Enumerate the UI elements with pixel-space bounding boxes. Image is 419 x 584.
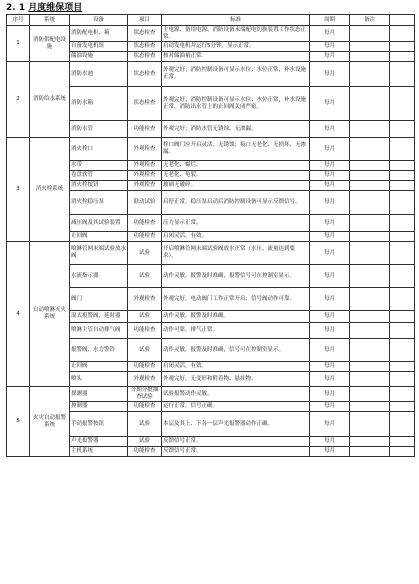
header-no: 序号 bbox=[7, 15, 30, 26]
header-extra bbox=[390, 15, 415, 26]
item-cell: 功能检查 bbox=[128, 402, 162, 412]
device-cell: 主机系统 bbox=[70, 447, 128, 457]
table-row bbox=[7, 62, 415, 87]
remark-cell bbox=[350, 372, 390, 387]
item-cell: 试验 bbox=[128, 311, 162, 323]
item-cell: 分期分批抽查试验 bbox=[128, 387, 162, 402]
cycle-cell: 每月 bbox=[310, 402, 350, 412]
remark-cell bbox=[350, 402, 390, 412]
item-cell: 试验 bbox=[128, 265, 162, 288]
table-row bbox=[7, 138, 415, 161]
table-row bbox=[7, 242, 415, 265]
extra-cell bbox=[390, 215, 415, 232]
cycle-cell: 每月 bbox=[310, 138, 350, 161]
standard-cell: 压力显示正常。 bbox=[162, 215, 310, 232]
device-cell: 卷盘软管 bbox=[70, 171, 128, 181]
item-cell: 外观检查 bbox=[128, 181, 162, 191]
item-cell: 联动试验 bbox=[128, 191, 162, 215]
standard-cell: 开启喷淋管网末端试验阀放水正常（水压、流量达到要求）。 bbox=[162, 242, 310, 265]
remark-cell bbox=[350, 339, 390, 362]
remark-cell bbox=[350, 447, 390, 457]
extra-cell bbox=[390, 87, 415, 121]
cycle-cell: 每月 bbox=[310, 215, 350, 232]
cycle-cell: 每月 bbox=[310, 323, 350, 339]
cycle-cell: 每月 bbox=[310, 121, 350, 138]
extra-cell bbox=[390, 412, 415, 437]
standard-cell: 栓口阀门应开启灵活、无锈蚀；接口无老化、无损坏、无渗漏。 bbox=[162, 138, 310, 161]
item-cell: 外观检查 bbox=[128, 288, 162, 311]
device-cell: 水流指示器 bbox=[70, 265, 128, 288]
extra-cell bbox=[390, 288, 415, 311]
extra-cell bbox=[390, 311, 415, 323]
cycle-cell: 每月 bbox=[310, 232, 350, 242]
table-body bbox=[7, 26, 415, 457]
item-cell: 状态检查 bbox=[128, 87, 162, 121]
remark-cell bbox=[350, 181, 390, 191]
section-title: 月度维保项目 bbox=[28, 3, 83, 13]
standard-cell: 外观完好，无变形和附着物、悬挂物。 bbox=[162, 372, 310, 387]
maintenance-table bbox=[6, 14, 415, 457]
standard-cell: 外观完好；消防控制设备可显示水位；水位正常，补水设施正常，消防出水管上的止回阀关闭严密。 bbox=[162, 87, 310, 121]
standard-cell: 核对储油量正常。 bbox=[162, 52, 310, 62]
device-cell: 手动报警按钮 bbox=[70, 412, 128, 437]
cycle-cell: 每月 bbox=[310, 191, 350, 215]
group-number: 2 bbox=[7, 62, 30, 138]
extra-cell bbox=[390, 171, 415, 181]
standard-cell: 无老化、霉烂。 bbox=[162, 161, 310, 171]
cycle-cell: 每月 bbox=[310, 447, 350, 457]
extra-cell bbox=[390, 323, 415, 339]
cycle-cell: 每月 bbox=[310, 26, 350, 42]
standard-cell: 动作灵敏，报警及时准确，信号可在控制室显示。 bbox=[162, 339, 310, 362]
remark-cell bbox=[350, 412, 390, 437]
device-cell: 消防配电柜、箱 bbox=[70, 26, 128, 42]
standard-cell: 动作灵敏，报警及时准确，报警信号可在控制室显示。 bbox=[162, 265, 310, 288]
standard-cell: 外观完好，电动阀门工作正常开启；信号阀动作可靠。 bbox=[162, 288, 310, 311]
standard-cell: 外观完好；消防水管无锈蚀、无渗漏。 bbox=[162, 121, 310, 138]
cycle-cell: 每月 bbox=[310, 181, 350, 191]
device-cell: 探测器 bbox=[70, 387, 128, 402]
device-cell: 消防水管 bbox=[70, 121, 128, 138]
header-standard: 标准 bbox=[162, 15, 310, 26]
remark-cell bbox=[350, 323, 390, 339]
remark-cell bbox=[350, 138, 390, 161]
standard-cell: 动作可靠，排气正常。 bbox=[162, 323, 310, 339]
table-header bbox=[7, 15, 415, 26]
cycle-cell: 每月 bbox=[310, 265, 350, 288]
standard-cell: 启闭灵活，有效。 bbox=[162, 232, 310, 242]
cycle-cell: 每月 bbox=[310, 42, 350, 52]
cycle-cell: 每月 bbox=[310, 171, 350, 181]
standard-cell: 外观完好；消防控制设备可显示水位；水位正常，补水设施正常。 bbox=[162, 62, 310, 87]
remark-cell bbox=[350, 288, 390, 311]
remark-cell bbox=[350, 242, 390, 265]
item-cell: 功能检查 bbox=[128, 323, 162, 339]
device-cell: 阀门 bbox=[70, 288, 128, 311]
device-cell: 喷头 bbox=[70, 372, 128, 387]
item-cell: 功能检查 bbox=[128, 121, 162, 138]
device-cell: 自备发电机组 bbox=[70, 42, 128, 52]
standard-cell: 本层及其上、下各一层声光报警器动作正确。 bbox=[162, 412, 310, 437]
item-cell: 外观检查 bbox=[128, 161, 162, 171]
device-cell: 控制器 bbox=[70, 402, 128, 412]
section-number: 2. 1 bbox=[6, 3, 26, 13]
extra-cell bbox=[390, 181, 415, 191]
remark-cell bbox=[350, 265, 390, 288]
cycle-cell: 每月 bbox=[310, 437, 350, 447]
standard-cell: 试验报警动作灵敏。 bbox=[162, 387, 310, 402]
device-cell: 喷淋主管自动排气阀 bbox=[70, 323, 128, 339]
remark-cell bbox=[350, 42, 390, 52]
extra-cell bbox=[390, 52, 415, 62]
device-cell: 声光报警器 bbox=[70, 437, 128, 447]
extra-cell bbox=[390, 265, 415, 288]
table-row bbox=[7, 26, 415, 42]
device-cell: 喷淋管网末端试验放水阀 bbox=[70, 242, 128, 265]
device-cell: 消火栓口 bbox=[70, 138, 128, 161]
section-heading bbox=[6, 2, 82, 14]
standard-cell: 主电源、备用电源、消防设备末端配电切换装置工作状态正常。 bbox=[162, 26, 310, 42]
device-cell: 消防水池 bbox=[70, 62, 128, 87]
system-name: 自动喷淋灭火系统 bbox=[30, 242, 70, 387]
remark-cell bbox=[350, 215, 390, 232]
remark-cell bbox=[350, 171, 390, 181]
item-cell: 状态检查 bbox=[128, 42, 162, 52]
device-cell: 储油设施 bbox=[70, 52, 128, 62]
extra-cell bbox=[390, 372, 415, 387]
remark-cell bbox=[350, 161, 390, 171]
item-cell: 状态检查 bbox=[128, 26, 162, 42]
remark-cell bbox=[350, 311, 390, 323]
device-cell: 水带 bbox=[70, 161, 128, 171]
group-number: 1 bbox=[7, 26, 30, 62]
device-cell: 湿式报警阀、延时器 bbox=[70, 311, 128, 323]
remark-cell bbox=[350, 362, 390, 372]
cycle-cell: 每月 bbox=[310, 62, 350, 87]
extra-cell bbox=[390, 402, 415, 412]
standard-cell: 启闭灵活，有效。 bbox=[162, 362, 310, 372]
extra-cell bbox=[390, 437, 415, 447]
extra-cell bbox=[390, 161, 415, 171]
cycle-cell: 每月 bbox=[310, 288, 350, 311]
standard-cell: 运行正常，信号正确。 bbox=[162, 402, 310, 412]
item-cell: 外观检查 bbox=[128, 138, 162, 161]
remark-cell bbox=[350, 121, 390, 138]
cycle-cell: 每月 bbox=[310, 161, 350, 171]
device-cell: 止回阀 bbox=[70, 232, 128, 242]
cycle-cell: 每月 bbox=[310, 242, 350, 265]
extra-cell bbox=[390, 191, 415, 215]
item-cell: 功能检查 bbox=[128, 232, 162, 242]
extra-cell bbox=[390, 121, 415, 138]
table-row bbox=[7, 387, 415, 402]
item-cell: 试验 bbox=[128, 242, 162, 265]
item-cell: 外观检查 bbox=[128, 171, 162, 181]
item-cell: 功能检查 bbox=[128, 362, 162, 372]
item-cell: 功能检查 bbox=[128, 447, 162, 457]
item-cell: 试验 bbox=[128, 437, 162, 447]
system-name: 消火栓系统 bbox=[30, 138, 70, 242]
remark-cell bbox=[350, 191, 390, 215]
cycle-cell: 每月 bbox=[310, 311, 350, 323]
item-cell: 功能检查 bbox=[128, 215, 162, 232]
device-cell: 消防水箱 bbox=[70, 87, 128, 121]
item-cell: 试验 bbox=[128, 412, 162, 437]
cycle-cell: 每月 bbox=[310, 412, 350, 437]
standard-cell: 启停正常，稳压泵启动后消防控制设备可显示反馈信号。 bbox=[162, 191, 310, 215]
remark-cell bbox=[350, 87, 390, 121]
device-cell: 消火栓按钮 bbox=[70, 181, 128, 191]
group-number: 4 bbox=[7, 242, 30, 387]
group-number: 5 bbox=[7, 387, 30, 457]
extra-cell bbox=[390, 138, 415, 161]
system-name: 火灾自动报警系统 bbox=[30, 387, 70, 457]
cycle-cell: 每月 bbox=[310, 362, 350, 372]
group-number: 3 bbox=[7, 138, 30, 242]
item-cell: 状态检查 bbox=[128, 52, 162, 62]
extra-cell bbox=[390, 387, 415, 402]
item-cell: 外观检查 bbox=[128, 372, 162, 387]
item-cell: 试验 bbox=[128, 339, 162, 362]
item-cell: 状态检查 bbox=[128, 62, 162, 87]
remark-cell bbox=[350, 26, 390, 42]
cycle-cell: 每月 bbox=[310, 387, 350, 402]
device-cell: 消火栓稳压泵 bbox=[70, 191, 128, 215]
remark-cell bbox=[350, 232, 390, 242]
remark-cell bbox=[350, 437, 390, 447]
remark-cell bbox=[350, 62, 390, 87]
extra-cell bbox=[390, 362, 415, 372]
cycle-cell: 每月 bbox=[310, 339, 350, 362]
extra-cell bbox=[390, 42, 415, 52]
device-cell: 止回阀 bbox=[70, 362, 128, 372]
standard-cell: 启动发电机并运行5分钟，显示正常。 bbox=[162, 42, 310, 52]
header-cycle: 周期 bbox=[310, 15, 350, 26]
standard-cell: 反馈信号正常。 bbox=[162, 437, 310, 447]
cycle-cell: 每月 bbox=[310, 372, 350, 387]
extra-cell bbox=[390, 339, 415, 362]
header-item: 项目 bbox=[128, 15, 162, 26]
device-cell: 报警阀、水力警铃 bbox=[70, 339, 128, 362]
extra-cell bbox=[390, 242, 415, 265]
extra-cell bbox=[390, 26, 415, 42]
remark-cell bbox=[350, 387, 390, 402]
system-name: 消防给水系统 bbox=[30, 62, 70, 138]
header-device: 设备 bbox=[70, 15, 128, 26]
remark-cell bbox=[350, 52, 390, 62]
standard-cell: 动作灵敏，报警及时准确。 bbox=[162, 311, 310, 323]
standard-cell: 无老化、龟裂。 bbox=[162, 171, 310, 181]
cycle-cell: 每月 bbox=[310, 87, 350, 121]
extra-cell bbox=[390, 447, 415, 457]
standard-cell: 玻璃无破碎。 bbox=[162, 181, 310, 191]
extra-cell bbox=[390, 232, 415, 242]
device-cell: 减压阀及其试验装置 bbox=[70, 215, 128, 232]
header-remark: 备注 bbox=[350, 15, 390, 26]
system-name: 消防供配电设施 bbox=[30, 26, 70, 62]
header-system: 系统 bbox=[30, 15, 70, 26]
extra-cell bbox=[390, 62, 415, 87]
standard-cell: 反馈信号正常。 bbox=[162, 447, 310, 457]
cycle-cell: 每月 bbox=[310, 52, 350, 62]
